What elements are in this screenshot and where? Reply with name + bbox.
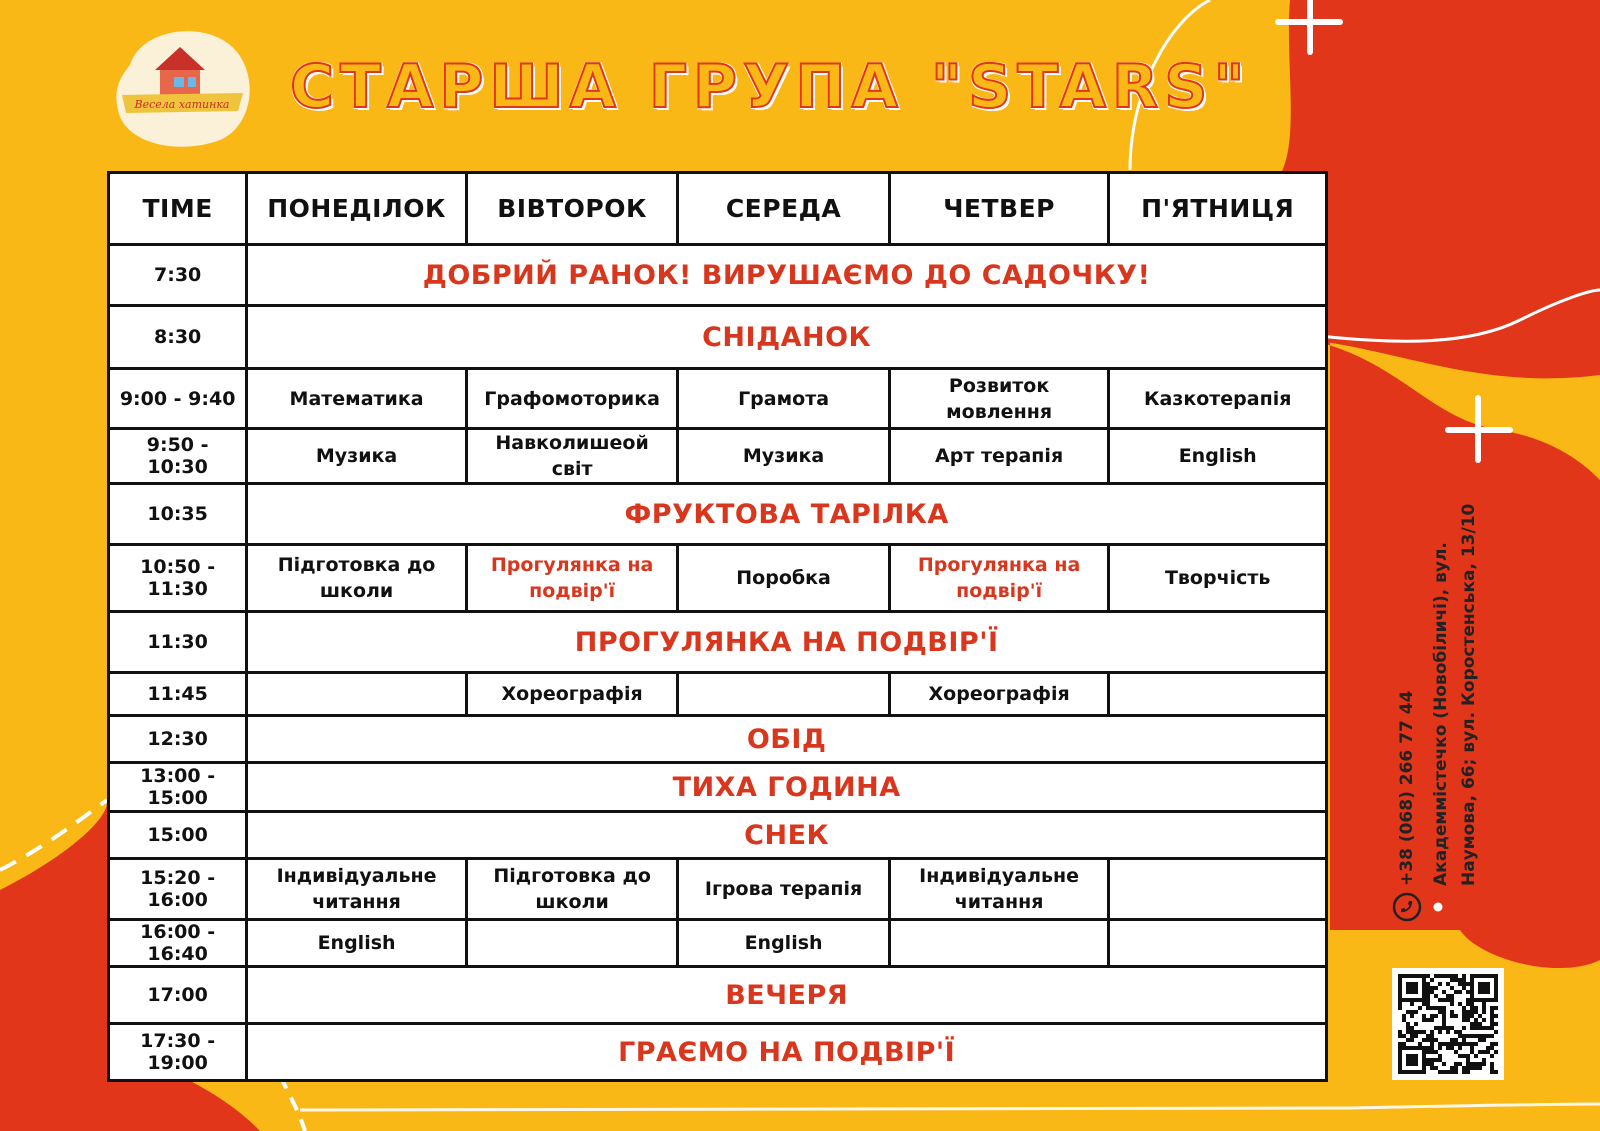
activity-cell [1109, 859, 1327, 920]
table-body [109, 245, 1327, 1081]
time-cell: 12:30 [109, 716, 247, 763]
activity-cell: Підготовка до школи [247, 545, 467, 612]
activity-cell: Хореографія [466, 673, 677, 716]
activity-cell: Творчість [1109, 545, 1327, 612]
column-header-0: TIME [109, 173, 247, 245]
table-row [109, 245, 1327, 306]
activity-cell: Музика [247, 429, 467, 484]
activity-cell: Навколишеой світ [466, 429, 677, 484]
activity-cell [1109, 673, 1327, 716]
table-row [109, 612, 1327, 673]
table-row [109, 716, 1327, 763]
column-header-5: П'ЯТНИЦЯ [1109, 173, 1327, 245]
address-line-2: Наумова, 66; вул. Коростенська, 13/10 [1459, 503, 1479, 886]
all-days-activity: ФРУКТОВА ТАРІЛКА [247, 484, 1327, 545]
logo [110, 25, 255, 150]
activity-cell: Поробка [678, 545, 889, 612]
activity-cell: Індивідуальне читання [247, 859, 467, 920]
activity-cell: Ігрова терапія [678, 859, 889, 920]
activity-cell [1109, 920, 1327, 967]
time-cell: 13:00 - 15:00 [109, 763, 247, 812]
time-cell: 9:50 - 10:30 [109, 429, 247, 484]
table-row [109, 859, 1327, 920]
table-row [109, 484, 1327, 545]
activity-cell: Математика [247, 369, 467, 429]
column-header-2: ВІВТОРОК [466, 173, 677, 245]
activity-cell: Підготовка до школи [466, 859, 677, 920]
time-cell: 17:00 [109, 967, 247, 1024]
all-days-activity: ТИХА ГОДИНА [247, 763, 1327, 812]
activity-cell [466, 920, 677, 967]
table-row [109, 812, 1327, 859]
activity-cell [889, 920, 1109, 967]
activity-cell: Індивідуальне читання [889, 859, 1109, 920]
activity-cell: Графомоторика [466, 369, 677, 429]
table-row [109, 429, 1327, 484]
all-days-activity: СНЕК [247, 812, 1327, 859]
activity-cell: English [678, 920, 889, 967]
column-header-4: ЧЕТВЕР [889, 173, 1109, 245]
white-line-bottom [300, 1104, 1600, 1111]
all-days-activity: ДОБРИЙ РАНОК! ВИРУШАЄМО ДО САДОЧКУ! [247, 245, 1327, 306]
activity-cell: Прогулянка на подвір'ї [466, 545, 677, 612]
table-row [109, 763, 1327, 812]
table-row [109, 1024, 1327, 1081]
activity-cell: Хореографія [889, 673, 1109, 716]
activity-cell: Музика [678, 429, 889, 484]
red-blob-bottom-left [0, 800, 107, 1131]
logo-text: Весела хатинка [134, 98, 230, 111]
all-days-activity: ОБІД [247, 716, 1327, 763]
time-cell: 16:00 - 16:40 [109, 920, 247, 967]
time-cell: 17:30 - 19:00 [109, 1024, 247, 1081]
time-cell: 10:35 [109, 484, 247, 545]
table-row [109, 369, 1327, 429]
time-cell: 11:45 [109, 673, 247, 716]
table-header-row [109, 173, 1327, 245]
table-row [109, 920, 1327, 967]
activity-cell: Грамота [678, 369, 889, 429]
red-blob-top-right [1280, 0, 1600, 378]
page-title: СТАРША ГРУПА "STARS" [290, 52, 1251, 122]
white-dash-bottom [280, 1076, 305, 1131]
address-row [1424, 502, 1458, 922]
activity-cell [247, 673, 467, 716]
contact-info [1390, 502, 1480, 922]
activity-cell [678, 673, 889, 716]
time-cell: 15:20 - 16:00 [109, 859, 247, 920]
all-days-activity: ВЕЧЕРЯ [247, 967, 1327, 1024]
table-row [109, 967, 1327, 1024]
time-cell: 7:30 [109, 245, 247, 306]
table-row [109, 673, 1327, 716]
time-cell: 15:00 [109, 812, 247, 859]
address-line-1: Академмістечко (Новобіличі), вул. [1431, 542, 1451, 886]
activity-cell: Розвиток мовлення [889, 369, 1109, 429]
activity-cell: Казкотерапія [1109, 369, 1327, 429]
activity-cell: Прогулянка на подвір'ї [889, 545, 1109, 612]
activity-cell: English [247, 920, 467, 967]
time-cell: 8:30 [109, 306, 247, 369]
time-cell: 9:00 - 9:40 [109, 369, 247, 429]
qr-code[interactable] [1392, 968, 1504, 1080]
time-cell: 11:30 [109, 612, 247, 673]
schedule-table [107, 171, 1328, 1082]
activity-cell: English [1109, 429, 1327, 484]
table-row [109, 306, 1327, 369]
column-header-3: СЕРЕДА [678, 173, 889, 245]
column-header-1: ПОНЕДІЛОК [247, 173, 467, 245]
phone-number: +38 (068) 266 77 44 [1397, 690, 1417, 886]
all-days-activity: СНІДАНОК [247, 306, 1327, 369]
activity-cell: Арт терапія [889, 429, 1109, 484]
location-pin-icon [1426, 892, 1456, 922]
table-row [109, 545, 1327, 612]
phone-icon [1392, 892, 1422, 922]
phone-row [1390, 502, 1424, 922]
red-blob-bottom [107, 1076, 260, 1131]
time-cell: 10:50 - 11:30 [109, 545, 247, 612]
all-days-activity: ПРОГУЛЯНКА НА ПОДВІР'Ї [247, 612, 1327, 673]
all-days-activity: ГРАЄМО НА ПОДВІР'Ї [247, 1024, 1327, 1081]
